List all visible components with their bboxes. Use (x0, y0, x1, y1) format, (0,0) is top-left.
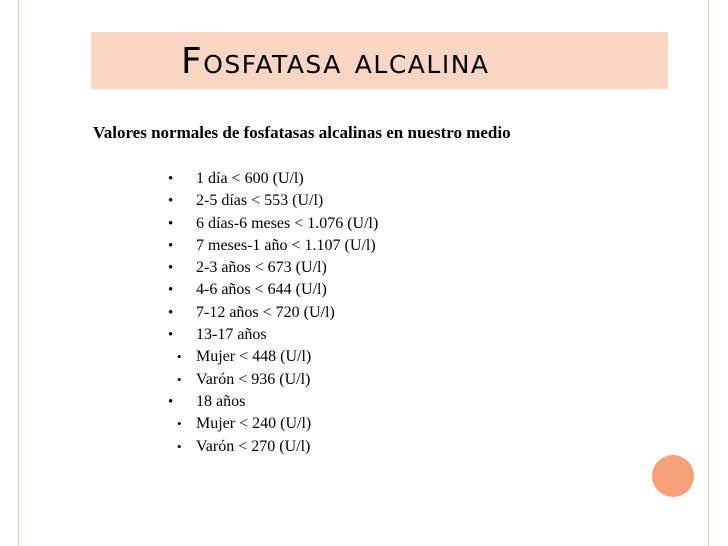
list-item (166, 279, 378, 301)
list-item (166, 168, 378, 190)
values-list-13-17-sub (166, 346, 312, 388)
values-list (166, 168, 378, 346)
slide-title: Fosfatasa alcalina (181, 41, 490, 82)
list-item-text: 2-3 años < 673 (U/l) (196, 259, 327, 277)
bullet-icon: • (177, 349, 182, 365)
bullet-icon: • (168, 304, 174, 321)
bullet-icon: • (168, 193, 174, 210)
list-item-text: 2-5 días < 553 (U/l) (196, 192, 324, 210)
list-item (166, 190, 378, 212)
sub-list-item-text: Mujer < 240 (U/l) (196, 415, 312, 433)
list-item-text: 4-6 años < 644 (U/l) (196, 281, 327, 299)
list-item (166, 391, 311, 413)
sub-list-item-text: Varón < 936 (U/l) (196, 370, 311, 388)
list-item-text: 7 meses-1 año < 1.107 (U/l) (196, 236, 376, 254)
list-item (166, 257, 378, 279)
decorative-circle (652, 455, 694, 497)
values-list-18 (166, 391, 312, 455)
sub-list-wrapper (166, 346, 312, 388)
bullet-icon: • (177, 416, 182, 432)
sub-list-item-text: Mujer < 448 (U/l) (196, 348, 312, 366)
list-item (166, 213, 378, 235)
bullet-icon: • (168, 215, 174, 232)
bullet-icon: • (168, 171, 174, 187)
list-item (166, 324, 378, 346)
list-item-text: 6 días-6 meses < 1.076 (U/l) (196, 214, 379, 232)
sub-list-item (166, 436, 311, 458)
bullet-icon: • (168, 394, 174, 410)
sub-list (166, 346, 311, 391)
list-item-text: 13-17 años (196, 326, 267, 344)
sub-list-wrapper (166, 413, 312, 455)
bullet-icon: • (168, 237, 174, 254)
bullet-icon: • (177, 371, 182, 387)
bullet-icon: • (168, 327, 174, 344)
list-item-text: 18 años (196, 393, 246, 410)
bullet-icon: • (168, 260, 174, 277)
list-item (166, 302, 378, 324)
sub-list-item (166, 346, 311, 368)
sub-list-item-text: Varón < 270 (U/l) (196, 437, 311, 455)
list-item (166, 235, 378, 257)
bullet-icon: • (177, 438, 182, 454)
bullet-icon: • (168, 282, 174, 299)
sub-list (166, 413, 311, 458)
slide-subtitle: Valores normales de fosfatasas alcalinas en nuestro medio (93, 123, 511, 142)
list-item-text: 1 día < 600 (U/l) (196, 170, 304, 187)
sub-list-item (166, 413, 311, 435)
list-item-text: 7-12 años < 720 (U/l) (196, 303, 335, 321)
sub-list-item (166, 369, 311, 391)
